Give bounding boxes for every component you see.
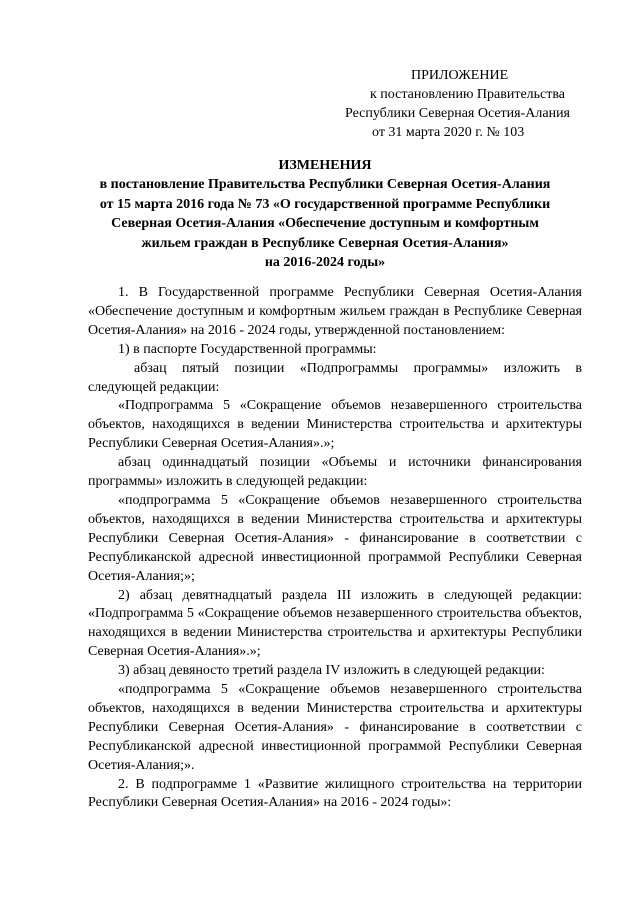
appendix-line-2: Республики Северная Осетия-Алания xyxy=(345,106,570,121)
heading-line-3: Северная Осетия-Алания «Обеспечение доступным и комфортным xyxy=(111,216,539,232)
paragraph-1: 1. В Государственной программе Республики Северная Осетия-Алания «Обеспечение доступным и комфортным жильем граждан в Республике Северная Осетия-Алания» на 2016 - 2024 годы, утвержденной постановлением: xyxy=(88,285,582,338)
paragraph-3: абзац пятый позиции «Подпрограммы программы» изложить в следующей редакции: xyxy=(88,360,582,395)
document-body xyxy=(88,284,582,813)
paragraph-5: абзац одиннадцатый позиции «Объемы и источники финансирования программы» изложить в следующей редакции: xyxy=(88,455,582,490)
heading-line-5: на 2016-2024 годы» xyxy=(264,255,386,271)
appendix-line-1: к постановлению Правительства xyxy=(370,87,566,102)
paragraph-6: «подпрограмма 5 «Сокращение объемов незавершенного строительства объектов, находящихся в ведении Министерства строительства и архитектуры Республики Северная Осетия-Алания» - финансирование в соответствии с Республиканской адресной инвестиционной программой Республики Северная Осетия-Алания;»; xyxy=(88,492,582,584)
paragraph-4: «Подпрограмма 5 «Сокращение объемов незавершенного строительства объектов, находящихся в ведении Министерства строительства и архитектуры Республики Северная Осетия-Алания».»; xyxy=(88,398,582,452)
heading-title: ИЗМЕНЕНИЯ xyxy=(278,158,372,173)
heading-line-4: жильем граждан в Республике Северная Осетия-Алания» xyxy=(141,235,509,251)
heading-line-2: от 15 марта 2016 года № 73 «О государственной программе Республики xyxy=(99,196,551,212)
heading-line-1: в постановление Правительства Республики Северная Осетия-Алания xyxy=(99,177,551,193)
paragraph-2: 1) в паспорте Государственной программы: xyxy=(118,341,377,357)
document-heading xyxy=(60,156,590,272)
paragraph-8: 3) абзац девяносто третий раздела IV изложить в следующей редакции: xyxy=(118,663,545,679)
appendix-title: ПРИЛОЖЕНИЕ xyxy=(411,68,509,83)
appendix-line-3: от 31 марта 2020 г. № 103 xyxy=(372,125,525,140)
paragraph-7: 2) абзац девятнадцатый раздела III изложить в следующей редакции: «Подпрограмма 5 «Сокращение объемов незавершенного строительства объектов, находящихся в ведении Министерства строительства и архитектуры Республики Северная Осетия-Алания».»; xyxy=(88,587,582,660)
paragraph-10: 2. В подпрограмме 1 «Развитие жилищного строительства на территории Республики Северная Осетия-Алания» на 2016 - 2024 годы»: xyxy=(88,776,582,811)
paragraph-9: «подпрограмма 5 «Сокращение объемов незавершенного строительства объектов, находящихся в ведении Министерства строительства и архитектуры Республики Северная Осетия-Алания» - финансирование в соответствии с Республиканской адресной инвестиционной программой Республики Северная Осетия-Алания;». xyxy=(88,682,582,773)
